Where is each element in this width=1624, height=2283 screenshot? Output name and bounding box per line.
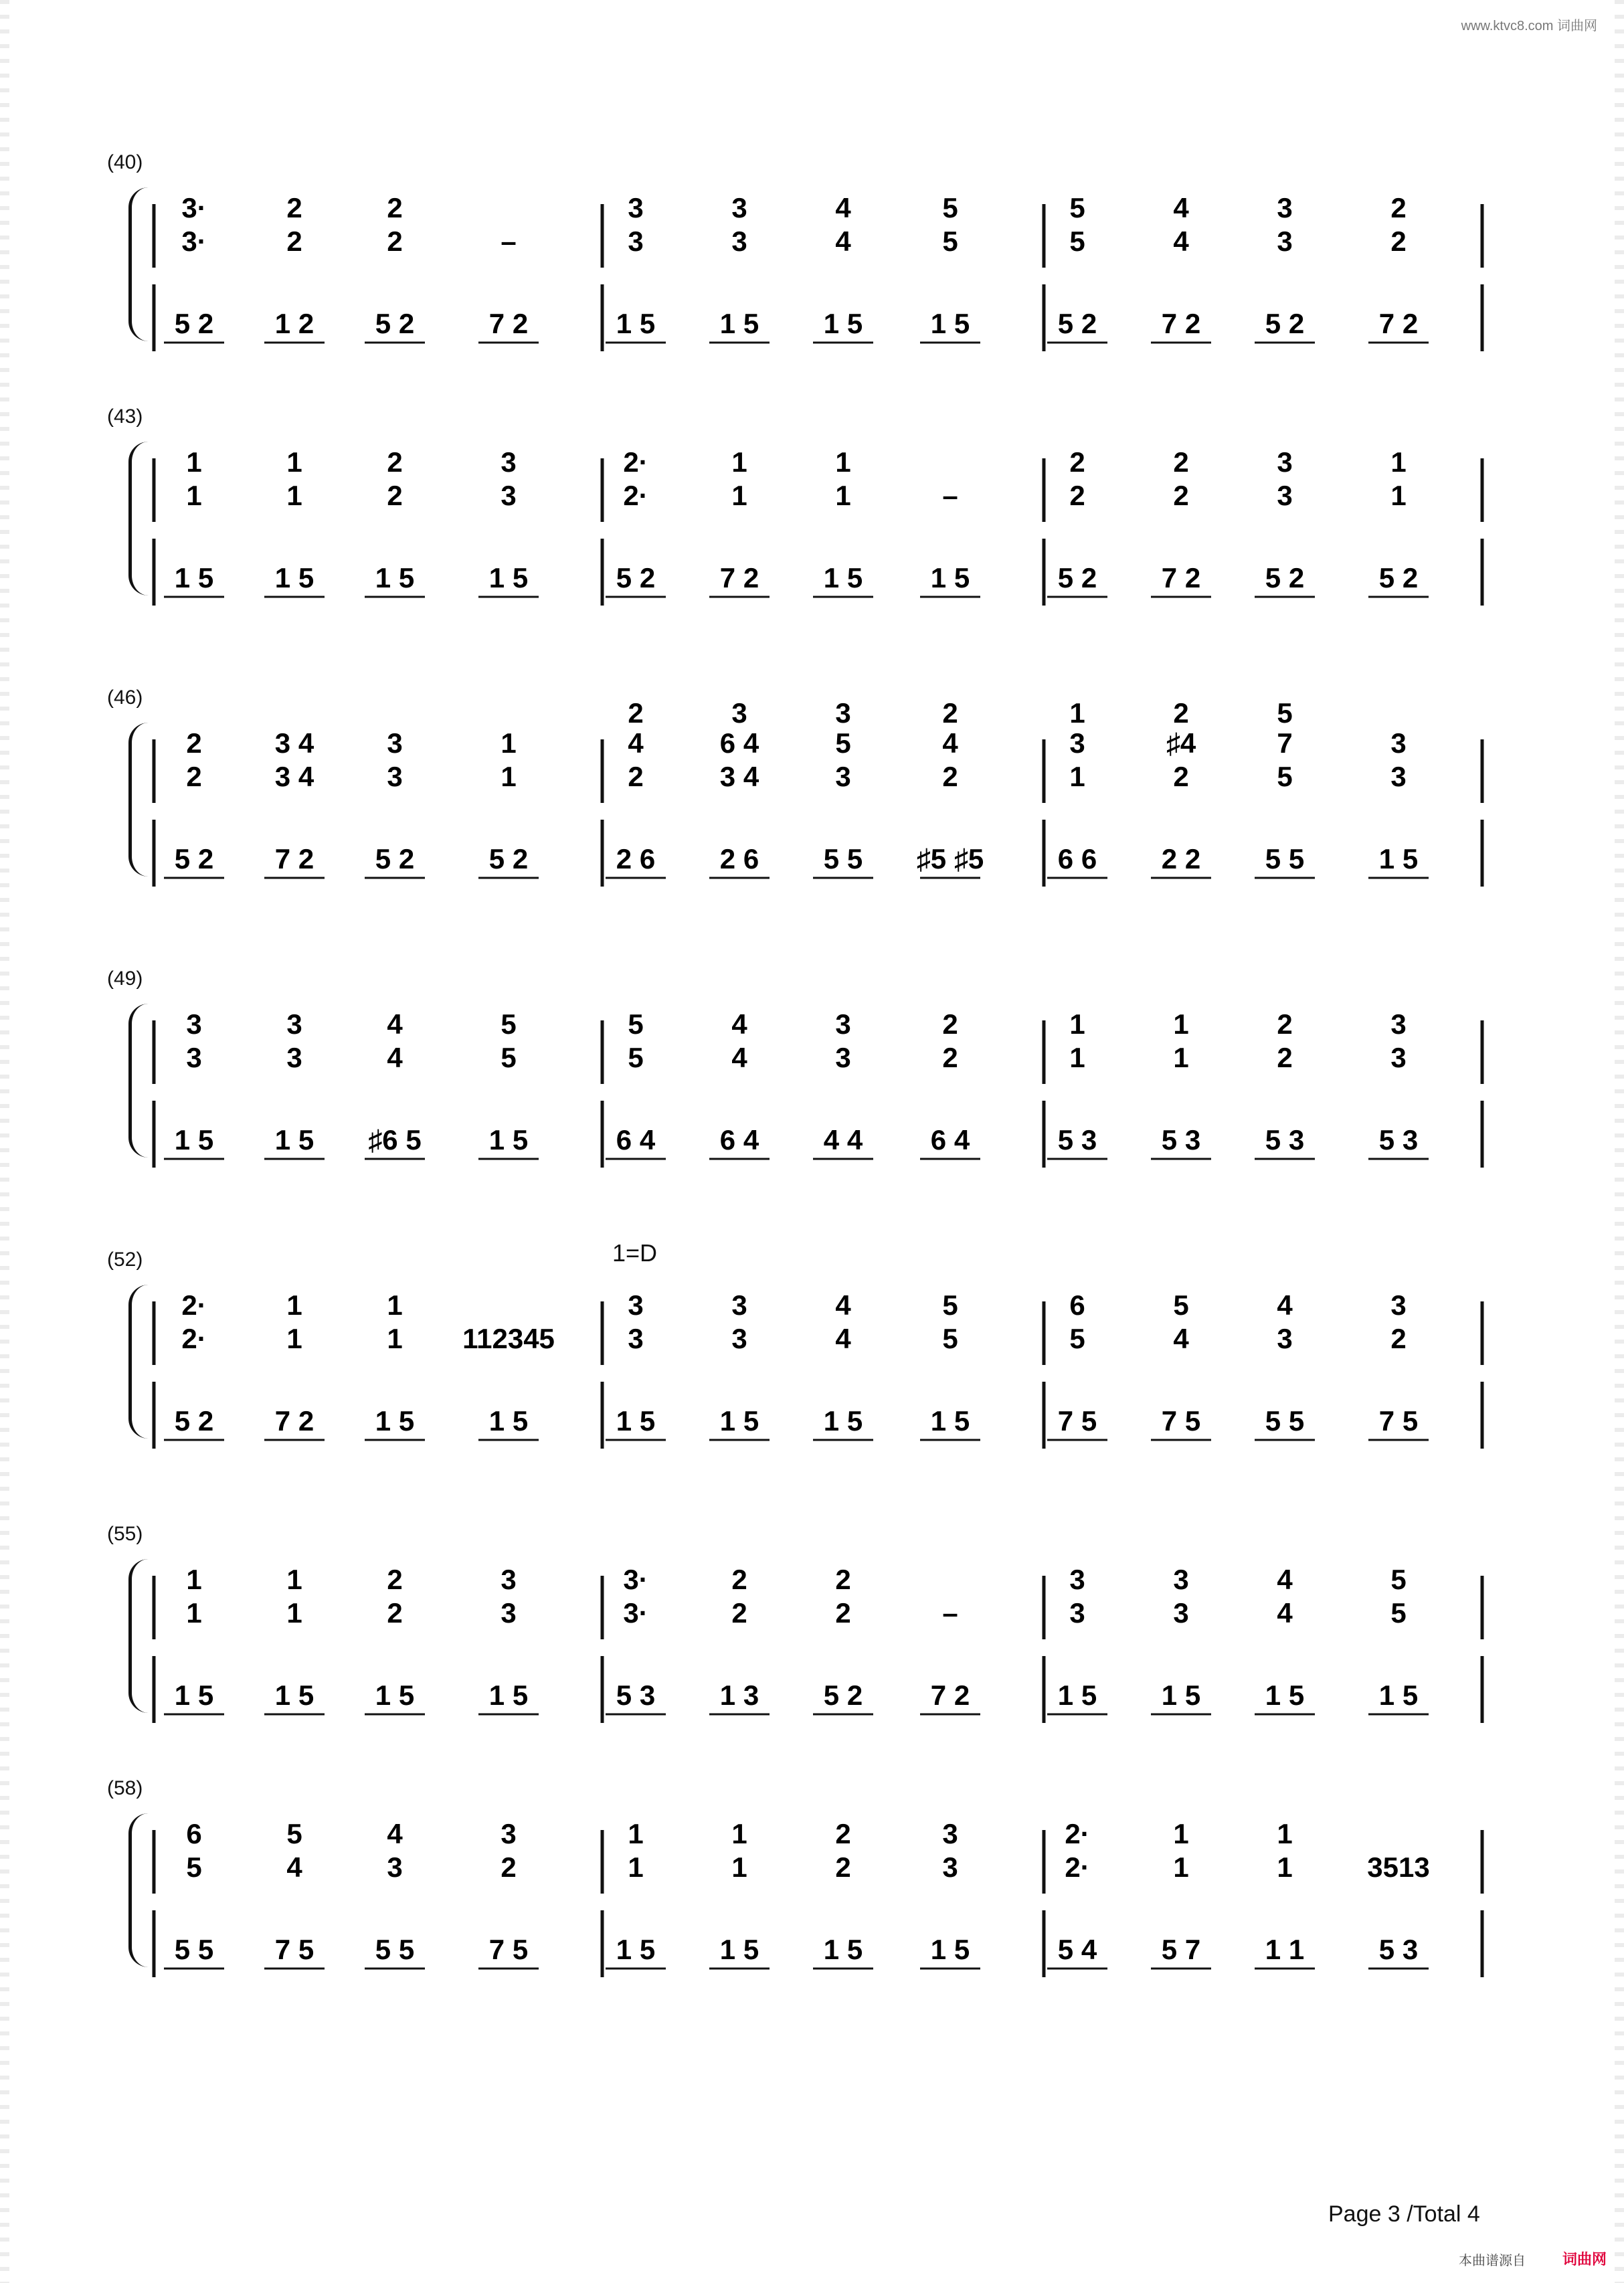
staff-system [107, 1523, 1492, 1711]
bass-note-pair: 7 5 [1161, 1405, 1201, 1437]
melody-top-note: 2 [835, 1818, 851, 1849]
melody-bottom-note: 4 [835, 1323, 851, 1354]
melody-bottom-note: 5 [1069, 225, 1085, 257]
bass-note-pair: 5 2 [1057, 562, 1097, 593]
bass-note-pair: 7 2 [1378, 308, 1419, 339]
melody-bottom-note: 1 [731, 1851, 747, 1883]
melody-bottom-note: 2 [501, 1851, 517, 1883]
melody-top-note: 4 [835, 192, 851, 223]
melody-top-note: 1 [731, 1818, 747, 1849]
melody-bottom-note: 3 [628, 1323, 644, 1354]
melody-bottom-note: 2 [835, 1851, 851, 1883]
melody-bottom-note: 2 [387, 480, 403, 511]
melody-top-note: 3 [1277, 446, 1293, 478]
melody-bottom-note: 4 [731, 1042, 747, 1073]
melody-top-note: 6 [1069, 1289, 1085, 1321]
melody-bottom-note: 2 [387, 225, 403, 257]
bass-note-pair: 1 5 [1265, 1679, 1305, 1711]
melody-top-note: 6 [186, 1818, 202, 1849]
bass-note-pair: 1 5 [616, 1934, 656, 1965]
right-watermark-strip [1615, 0, 1624, 2283]
melody-top-note: ♯4 [1166, 727, 1196, 759]
melody-top-note: 1 [387, 1289, 403, 1321]
melody-bottom-note: 3 [387, 761, 403, 792]
bass-note-pair: 5 2 [616, 562, 656, 593]
melody-top-note: 4 [1173, 192, 1189, 223]
melody-bottom-note: 1 [731, 480, 747, 511]
melody-top-note: 5 [835, 727, 851, 759]
melody-top-note: 1 [1390, 446, 1407, 478]
melody-top-note: 5 [942, 192, 958, 223]
melody-upper-note: 2 [1173, 703, 1189, 729]
bass-note-pair: 1 5 [488, 562, 529, 593]
bass-note-pair: 1 5 [488, 1679, 529, 1711]
melody-top-note: 2 [1390, 192, 1407, 223]
measure-number: (49) [107, 968, 143, 990]
bass-note-pair: 1 5 [1378, 1679, 1419, 1711]
melody-top-note: 5 [1173, 1289, 1189, 1321]
melody-top-note: 2 [942, 1008, 958, 1040]
melody-top-note: 2· [181, 1289, 207, 1321]
melody-top-note: 1 [186, 1564, 202, 1595]
melody-top-note: 3 [835, 1008, 851, 1040]
melody-bottom-note: 5 [186, 1851, 202, 1883]
bass-note-pair: ♯5 ♯5 [916, 843, 984, 875]
bass-note-pair: 6 6 [1057, 843, 1097, 875]
melody-bottom-note: 5 [501, 1042, 517, 1073]
measure-number: (52) [107, 1249, 143, 1271]
bass-note-pair: 1 5 [1378, 843, 1419, 875]
bass-note-pair: 1 5 [930, 1405, 970, 1437]
melody-top-note: 3· [623, 1564, 648, 1595]
bass-note-pair: 5 2 [174, 308, 214, 339]
melody-bottom-note: 1 [628, 1851, 644, 1883]
bass-note-pair: 1 5 [274, 562, 314, 593]
melody-bottom-note: 3 [1173, 1597, 1189, 1629]
bass-note-pair: 7 5 [488, 1934, 529, 1965]
header-site [1461, 15, 1597, 34]
melody-bottom-note: 2· [1065, 1851, 1090, 1883]
bass-note-pair: 5 2 [1265, 308, 1305, 339]
melody-top-note: 5 [1390, 1564, 1407, 1595]
melody-bottom-note: 3 [1277, 225, 1293, 257]
melody-upper-note: 5 [1277, 703, 1293, 729]
bass-note-pair: 7 2 [719, 562, 759, 593]
melody-top-note: 3 [1390, 1008, 1407, 1040]
bass-note-pair: 7 5 [274, 1934, 314, 1965]
melody-upper-note: 3 [731, 703, 747, 729]
bass-note-pair: 5 5 [375, 1934, 415, 1965]
system-notation [114, 1793, 1492, 1994]
melody-bottom-note: 5 [942, 225, 958, 257]
melody-bottom-note: 4 [1173, 225, 1189, 257]
melody-bottom-note: 3 [731, 225, 747, 257]
bass-note-pair: 1 5 [488, 1124, 529, 1156]
melody-bottom-note: 3 [628, 225, 644, 257]
bass-note-pair: 1 5 [823, 1405, 863, 1437]
melody-bottom-note: 2 [628, 761, 644, 792]
melody-bottom-note: 1 [1069, 761, 1085, 792]
melody-bottom-note: 3 [1069, 1597, 1085, 1629]
melody-bottom-note: – [942, 480, 958, 511]
bass-note-pair: 5 2 [174, 1405, 214, 1437]
melody-top-note: 3 [1390, 727, 1407, 759]
melody-bottom-note: 2 [1173, 761, 1189, 792]
melody-top-note: 5 [501, 1008, 517, 1040]
melody-top-note: 3 [186, 1008, 202, 1040]
melody-top-note: 1 [286, 1564, 302, 1595]
melody-top-note: 3 [731, 192, 747, 223]
bass-note-pair: 2 6 [719, 843, 759, 875]
melody-top-note: 2 [731, 1564, 747, 1595]
bass-note-pair: ♯6 5 [368, 1124, 422, 1156]
melody-top-note: 5 [1069, 192, 1085, 223]
melody-top-note: 1 [501, 727, 517, 759]
melody-bottom-note: 3 [731, 1323, 747, 1354]
bass-note-pair: 5 3 [1378, 1934, 1419, 1965]
bass-note-pair: 7 2 [274, 843, 314, 875]
bass-note-pair: 1 5 [719, 308, 759, 339]
melody-bottom-note: 3 [501, 480, 517, 511]
bass-note-pair: 1 5 [719, 1934, 759, 1965]
melody-top-note: 4 [942, 727, 958, 759]
system-notation [114, 984, 1492, 1184]
bass-note-pair: 5 2 [1265, 562, 1305, 593]
melody-bottom-note: 2 [387, 1597, 403, 1629]
melody-top-note: 2 [835, 1564, 851, 1595]
bass-note-pair: 4 4 [823, 1124, 863, 1156]
melody-bottom-note: 4 [286, 1851, 302, 1883]
bass-note-pair: 7 5 [1378, 1405, 1419, 1437]
melody-bottom-note: 4 [387, 1042, 403, 1073]
melody-top-note: 1 [628, 1818, 644, 1849]
melody-upper-note: 3 [835, 703, 851, 729]
bass-note-pair: 1 5 [274, 1124, 314, 1156]
melody-top-note: 1 [286, 1289, 302, 1321]
bass-note-pair: 1 5 [488, 1405, 529, 1437]
melody-top-note: 2 [286, 192, 302, 223]
melody-bottom-note: 2 [731, 1597, 747, 1629]
measure-number: (40) [107, 151, 143, 173]
melody-bottom-note: 1 [286, 1597, 302, 1629]
bass-note-pair: 7 2 [930, 1679, 970, 1711]
melody-top-note: 4 [731, 1008, 747, 1040]
measure-number: (43) [107, 405, 143, 428]
melody-bottom-note: 1 [1390, 480, 1407, 511]
melody-bottom-note: 3 [1277, 1323, 1293, 1354]
melody-bottom-note: – [942, 1597, 958, 1629]
melody-bottom-note: 3 [186, 1042, 202, 1073]
melody-bottom-note: 3 [1277, 480, 1293, 511]
melody-bottom-note: 3 [286, 1042, 302, 1073]
staff-system [107, 687, 1492, 875]
melody-top-note: 7 [1277, 727, 1293, 759]
melody-bottom-note: 3 [1390, 1042, 1407, 1073]
bass-note-pair: 5 2 [174, 843, 214, 875]
staff-system [107, 151, 1492, 339]
melody-bottom-note: 1 [501, 761, 517, 792]
melody-bottom-note: 3· [623, 1597, 648, 1629]
bass-note-pair: 5 7 [1161, 1934, 1201, 1965]
bass-note-pair: 5 2 [823, 1679, 863, 1711]
melody-top-note: 6 4 [719, 727, 759, 759]
footer-source: 本曲谱源自 [1459, 2254, 1526, 2268]
melody-top-note: 4 [387, 1818, 403, 1849]
bass-note-pair: 1 5 [375, 562, 415, 593]
melody-bottom-note: 4 [835, 225, 851, 257]
site-url: www.ktvc8.com [1461, 19, 1554, 33]
bass-note-pair: 5 2 [375, 843, 415, 875]
bass-note-pair: 6 4 [719, 1124, 759, 1156]
melody-bottom-note: 2 [286, 225, 302, 257]
bass-note-pair: 7 5 [1057, 1405, 1097, 1437]
measure-number: (58) [107, 1777, 143, 1799]
melody-bottom-note: 2 [1390, 1323, 1407, 1354]
bass-note-pair: 7 2 [1161, 308, 1201, 339]
melody-bottom-note: 5 [628, 1042, 644, 1073]
melody-top-note: 2 [387, 1564, 403, 1595]
bass-note-pair: 5 2 [375, 308, 415, 339]
bass-note-pair: 1 5 [375, 1405, 415, 1437]
melody-top-note: 1 [1277, 1818, 1293, 1849]
staff-system [107, 405, 1492, 593]
bass-note-pair: 5 5 [823, 843, 863, 875]
melody-top-note: 3 [1277, 192, 1293, 223]
melody-top-note: 1 [286, 446, 302, 478]
melody-bottom-note: 1 [835, 480, 851, 511]
melody-top-note: 2· [1065, 1818, 1090, 1849]
bass-note-pair: 1 5 [375, 1679, 415, 1711]
melody-bottom-note: 1 [186, 1597, 202, 1629]
system-notation [114, 167, 1492, 368]
melody-top-note: 1 [731, 446, 747, 478]
melody-bottom-note: 3· [181, 225, 207, 257]
bass-note-pair: 6 4 [930, 1124, 970, 1156]
bass-note-pair: 1 5 [174, 1679, 214, 1711]
melody-top-note: 1 [1069, 1008, 1085, 1040]
melody-bottom-note: 1 [387, 1323, 403, 1354]
melody-top-note: 1 [835, 446, 851, 478]
melody-top-note: 4 [835, 1289, 851, 1321]
melody-top-note: 1 [1173, 1818, 1189, 1849]
system-notation [114, 1265, 1492, 1465]
melody-top-note: 3 [942, 1818, 958, 1849]
melody-top-note: 2 [387, 446, 403, 478]
melody-top-note: 2 [1069, 446, 1085, 478]
bass-note-pair: 1 5 [823, 308, 863, 339]
melody-bottom-note: 2 [942, 761, 958, 792]
bass-note-pair: 1 5 [930, 562, 970, 593]
melody-top-note: 1 [186, 446, 202, 478]
melody-bottom-note: – [501, 225, 517, 257]
bass-note-pair: 5 2 [1378, 562, 1419, 593]
measure-number: (46) [107, 687, 143, 709]
bass-note-pair: 5 3 [1057, 1124, 1097, 1156]
bass-note-pair: 5 2 [1057, 308, 1097, 339]
melody-top-note: 4 [628, 727, 644, 759]
bass-note-pair: 2 6 [616, 843, 656, 875]
bass-note-pair: 1 2 [274, 308, 314, 339]
bass-note-pair: 5 3 [1265, 1124, 1305, 1156]
melody-bottom-note: 2 [1173, 480, 1189, 511]
melody-top-note: 3 [628, 1289, 644, 1321]
melody-bottom-note: 2 [835, 1597, 851, 1629]
melody-bottom-note: 2 [1390, 225, 1407, 257]
footer-site-name: 词曲网 [1562, 2251, 1607, 2268]
melody-top-note: 3 [1069, 1564, 1085, 1595]
melody-top-note: 5 [628, 1008, 644, 1040]
melody-top-note: 3 [1173, 1564, 1189, 1595]
melody-top-note: 4 [387, 1008, 403, 1040]
page-number: Page 3 /Total 4 [1328, 2201, 1480, 2227]
melody-top-note: 3 4 [274, 727, 314, 759]
melody-bottom-note: 5 [1277, 761, 1293, 792]
melody-bottom-note: 2 [942, 1042, 958, 1073]
system-notation [114, 422, 1492, 622]
bass-note-pair: 1 5 [174, 562, 214, 593]
melody-bottom-note: 1 [186, 480, 202, 511]
melody-top-note: 2· [623, 446, 648, 478]
bass-note-pair: 7 2 [488, 308, 529, 339]
melody-bottom-note: 3 [501, 1597, 517, 1629]
melody-upper-note: 2 [942, 703, 958, 729]
melody-bottom-note: 3 4 [274, 761, 314, 792]
melody-top-note: 3 [628, 192, 644, 223]
bass-note-pair: 1 3 [719, 1679, 759, 1711]
melody-top-note: 3 [501, 1564, 517, 1595]
left-watermark-strip [0, 0, 9, 2283]
system-notation [114, 1539, 1492, 1740]
melody-bottom-note: 3513 [1367, 1851, 1430, 1883]
bass-note-pair: 1 5 [823, 562, 863, 593]
bass-note-pair: 7 2 [1161, 562, 1201, 593]
bass-note-pair: 5 3 [616, 1679, 656, 1711]
bass-note-pair: 5 5 [1265, 843, 1305, 875]
melody-top-note: 2 [1277, 1008, 1293, 1040]
bass-note-pair: 1 5 [616, 1405, 656, 1437]
melody-bottom-note: 1 [1173, 1851, 1189, 1883]
bass-note-pair: 5 5 [174, 1934, 214, 1965]
melody-bottom-note: 4 [1173, 1323, 1189, 1354]
melody-bottom-note: 1 [1277, 1851, 1293, 1883]
melody-upper-note: 1 [1069, 703, 1085, 729]
bass-note-pair: 6 4 [616, 1124, 656, 1156]
bass-note-pair: 1 5 [823, 1934, 863, 1965]
melody-bottom-note: 5 [1390, 1597, 1407, 1629]
melody-top-note: 1 [1173, 1008, 1189, 1040]
melody-bottom-note: 2· [623, 480, 648, 511]
melody-bottom-note: 5 [942, 1323, 958, 1354]
melody-bottom-note: 2· [181, 1323, 207, 1354]
melody-top-note: 3· [181, 192, 207, 223]
melody-top-note: 4 [1277, 1289, 1293, 1321]
melody-top-note: 4 [1277, 1564, 1293, 1595]
melody-bottom-note: 3 [1390, 761, 1407, 792]
melody-bottom-note: 3 [942, 1851, 958, 1883]
melody-upper-note: 2 [628, 703, 644, 729]
melody-bottom-note: 3 [835, 1042, 851, 1073]
melody-bottom-note: 3 [835, 761, 851, 792]
bass-note-pair: 1 5 [1161, 1679, 1201, 1711]
measure-number: (55) [107, 1523, 143, 1545]
bass-note-pair: 5 2 [488, 843, 529, 875]
bass-note-pair: 1 5 [616, 308, 656, 339]
melody-top-note: 5 [942, 1289, 958, 1321]
melody-top-note: 5 [286, 1818, 302, 1849]
melody-top-note: 3 [731, 1289, 747, 1321]
bass-note-pair: 2 2 [1161, 843, 1201, 875]
system-notation [114, 703, 1492, 903]
melody-bottom-note: 2 [1277, 1042, 1293, 1073]
bass-note-pair: 1 5 [174, 1124, 214, 1156]
melody-bottom-note: 1 [1173, 1042, 1189, 1073]
bass-note-pair: 1 1 [1265, 1934, 1305, 1965]
bass-note-pair: 5 3 [1161, 1124, 1201, 1156]
site-name: 词曲网 [1557, 19, 1597, 33]
melody-top-note: 3 [286, 1008, 302, 1040]
melody-bottom-note: 1 [286, 480, 302, 511]
melody-bottom-note: 112345 [462, 1323, 555, 1354]
melody-bottom-note: 1 [1069, 1042, 1085, 1073]
bass-note-pair: 5 5 [1265, 1405, 1305, 1437]
melody-bottom-note: 5 [1069, 1323, 1085, 1354]
melody-top-note: 3 [387, 727, 403, 759]
melody-bottom-note: 1 [286, 1323, 302, 1354]
bass-note-pair: 5 3 [1378, 1124, 1419, 1156]
bass-note-pair: 7 2 [274, 1405, 314, 1437]
key-change-label: 1=D [612, 1239, 658, 1267]
staff-system [107, 1777, 1492, 1965]
bass-note-pair: 1 5 [719, 1405, 759, 1437]
bass-note-pair: 5 4 [1057, 1934, 1097, 1965]
melody-bottom-note: 3 4 [719, 761, 759, 792]
bass-note-pair: 1 5 [274, 1679, 314, 1711]
melody-top-note: 3 [501, 1818, 517, 1849]
melody-top-note: 3 [1069, 727, 1085, 759]
bass-note-pair: 1 5 [930, 308, 970, 339]
melody-top-note: 2 [1173, 446, 1189, 478]
bass-note-pair: 1 5 [1057, 1679, 1097, 1711]
melody-top-note: 2 [387, 192, 403, 223]
melody-top-note: 3 [1390, 1289, 1407, 1321]
melody-bottom-note: 2 [186, 761, 202, 792]
melody-bottom-note: 2 [1069, 480, 1085, 511]
staff-system [107, 968, 1492, 1156]
melody-top-note: 3 [501, 446, 517, 478]
melody-top-note: 2 [186, 727, 202, 759]
bass-note-pair: 1 5 [930, 1934, 970, 1965]
melody-bottom-note: 3 [387, 1851, 403, 1883]
melody-bottom-note: 4 [1277, 1597, 1293, 1629]
